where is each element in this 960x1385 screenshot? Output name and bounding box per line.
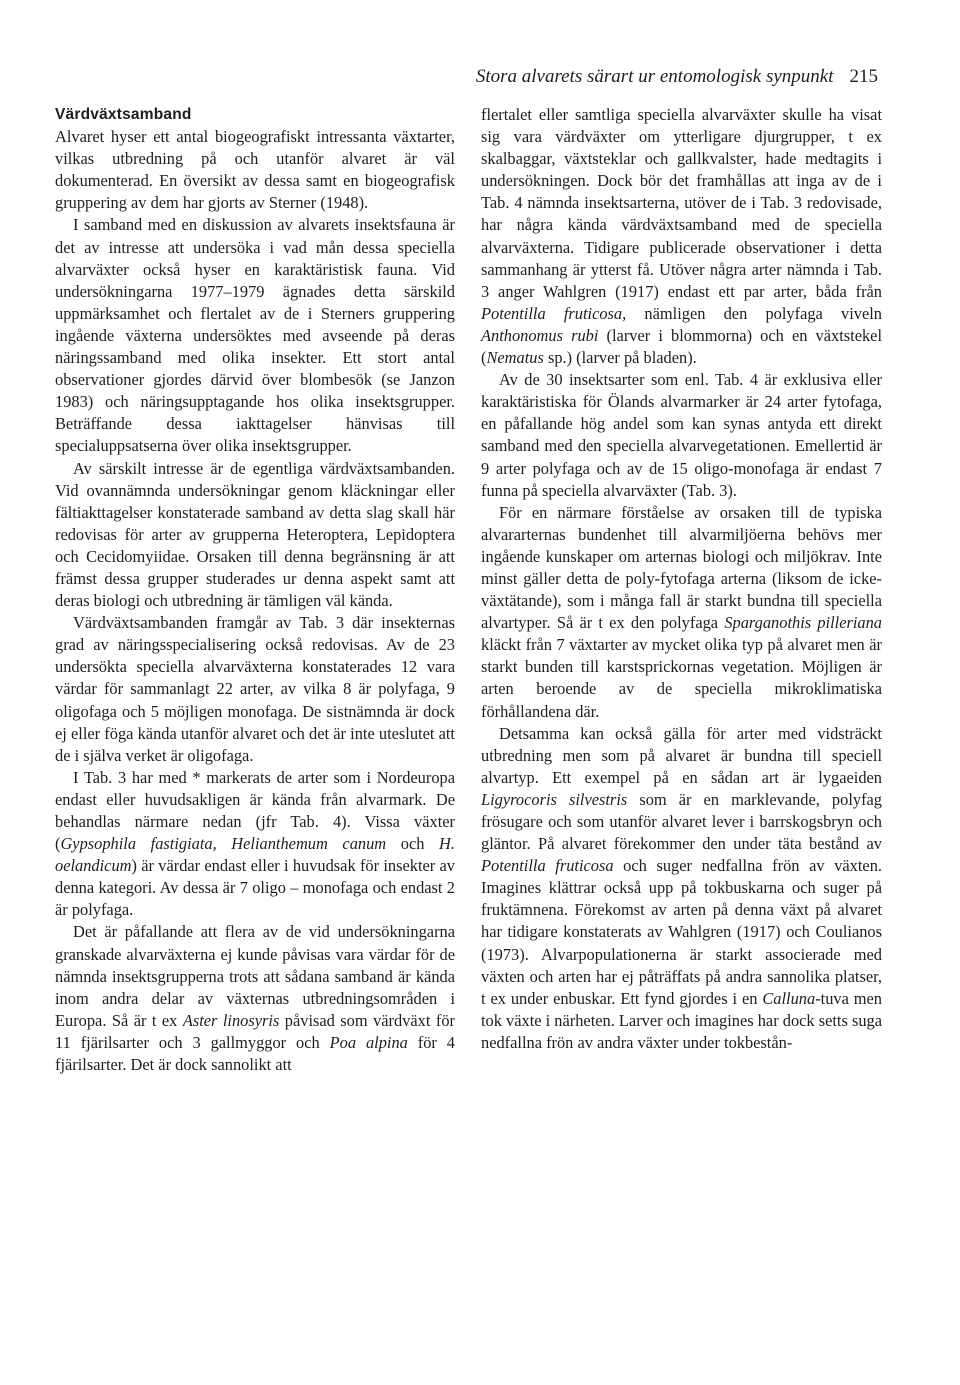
paragraph: Av de 30 insektsarter som enl. Tab. 4 är exklusiva eller karaktäristiska för Ölands alvarmarker är 24 arter fytofaga, en påfallande hög andel som kan synas antyda ett direkt samband med den speciella alvarvegetationen. Emellertid är 9 arter polyfaga och av de 15 oligo-monofaga är endast 7 funna på speciella alvarväxter (Tab. 3). [481, 370, 882, 500]
text-run: påvisad som värdväxt för 11 fjärilsarter och 3 gallmyggor och [55, 1010, 455, 1052]
text-run: kläckt från 7 växtarter av mycket olika typ på alvaret men är starkt bunden till karstsprickornas vegetation. Möjligen är arten beroende av de speciella mikroklimatiska förhållandena där. [481, 635, 882, 721]
text-run: Det är påfallande att flera av de vid undersökningarna granskade alvarväxterna ej kunde påvisas vara värdar för de nämnda insektsgrupperna trots att sådana samband är kända inom andra delar av växternas utbredningsområden i Europa. Så är t ex [55, 922, 455, 1030]
text-run: som är en marklevande, polyfag frösugare och som utanför alvaret lever i barrskogsbryn och gläntor. På alvaret förekommer den under täta bestånd av [481, 789, 882, 854]
species-name: Anthonomus rubi [481, 325, 599, 345]
paragraph [481, 502, 882, 723]
paragraph: Av särskilt intresse är de egentliga värdväxtsambanden. Vid ovannämnda undersökningar genom kläckningar eller fältiakttagelser konstaterade samband av detta slag skall här redovisas för arter av grupperna Heteroptera, Lepidoptera och Cecidomyiidae. Orsaken till denna begränsning är att främst dessa grupper studerades ur denna aspekt samt att deras biologi och utbredning är tämligen väl kända. [55, 458, 455, 611]
species-name: H. oelandicum [55, 834, 455, 876]
text-run: och suger nedfallna frön av växten. Imagines klättrar också upp på tokbuskarna och suger på fruktämnena. Förekomst av arten på denna växt på alvaret har tidigare konstaterats av Wahlgren (1917) och Coulianos (1973). Alvarpopulationerna är starkt associerade med växten och arten har ej påträffats på andra sannolika platser, t ex under enbuskar. Ett fynd gjordes i en [481, 856, 882, 1008]
text-run: för 4 fjärilsarter. Det är dock sannolikt att [55, 1032, 456, 1075]
paragraph: Alvaret hyser ett antal biogeografiskt intressanta växtarter, vilkas utbredning på och utanför alvaret är väl dokumenterad. En översikt av dessa samt en biogeografisk gruppering av dem har gjorts av Sterner (1948). [55, 127, 455, 213]
species-name: Gypsophila fastigiata, Helianthemum canum [60, 834, 387, 854]
species-name: Nematus [486, 348, 544, 368]
text-run: -tuva men tok växte i närheten. Larver och imagines har dock setts suga nedfallna frön av andra växter under tokbestån- [481, 988, 882, 1052]
paragraph: Värdväxtsambanden framgår av Tab. 3 där insekternas grad av näringsspecialisering också redovisas. Av de 23 undersökta speciella alvarväxterna konstaterades 12 vara värdar för sammanlagt 22 arter, av vilka 8 är polyfaga, 9 oligofaga och 5 möjligen monofaga. De sistnämnda är dock ej eller föga kända utanför alvaret och det är inte uteslutet att de i själva verket är oligofaga. [55, 613, 455, 765]
species-name: Poa alpina [329, 1032, 408, 1052]
right-column [481, 104, 882, 1054]
paragraph [55, 921, 455, 1076]
species-name: Sparganothis pilleriana [724, 613, 882, 633]
page-number: 215 [849, 66, 878, 87]
paragraph: I samband med en diskussion av alvarets insektsfauna är det av intresse att undersöka i vad mån dessa speciella alvarväxter också hyser en karaktäristisk fauna. Vid undersökningarna 1977–1979 ägnades detta särskild uppmärksamhet och flertalet av de i Sterners gruppering ingående växterna undersöktes med avseende på deras näringssamband med olika insekter. Ett stort antal observationer gjordes därvid över blombesök (se Janzon 1983) och näringsupptagande hos olika insektsgrupper. Beträffande dessa iakttagelser hänvisas till specialuppsatserna över olika insektsgrupper. [55, 215, 455, 456]
running-title: Stora alvarets särart ur entomologisk synpunkt [475, 66, 834, 87]
text-run: nämligen den polyfaga viveln [626, 303, 882, 323]
text-run: och [386, 834, 440, 854]
species-name: Potentilla fruticosa, [481, 303, 627, 323]
paragraph [481, 723, 882, 1054]
text-run: (larver i blommorna) och en växtstekel ( [481, 325, 882, 368]
paragraph [481, 104, 882, 369]
text-run: flertalet eller samtliga speciella alvarväxter skulle ha visat sig vara värdväxter om ytterligare djurgrupper, t ex skalbaggar, växtsteklar och gallkvalster, hade medtagits i undersökningen. Dock bör det framhållas att inga av de i Tab. 4 nämnda insektsarterna, utöver de i Tab. 3 redovisade, har några kända värdväxtsamband med de speciella alvarväxterna. Tidigare publicerade observationer i detta sammanhang är ytterst få. Utöver några arter nämnda i Tab. 3 anger Wahlgren (1917) endast ett par arter, båda från [481, 105, 882, 301]
section-heading: Värdväxtsamband [55, 106, 192, 123]
text-run: För en närmare förståelse av orsaken till de typiska alvararternas bundenhet till alvarmiljöerna behövs mer ingående kunskaper om arternas biologi och miljökrav. Inte minst gäller detta de poly-fytofaga arterna (liksom de icke-växtätande), som i många fall är starkt bundna till speciella alvartyper. Så är t ex den polyfaga [481, 502, 882, 633]
species-name: Ligyrocoris silvestris [481, 789, 628, 809]
text-run: Detsamma kan också gälla för arter med vidsträckt utbredning men som på alvaret är bundna till speciell alvartyp. Ett exempel på en sådan art är lygaeiden [481, 723, 882, 787]
species-name: Calluna [762, 988, 816, 1008]
text-run: I Tab. 3 har med * markerats de arter som i Nordeuropa endast eller huvudsakligen är kända från alvarmark. De behandlas närmare nedan (jfr Tab. 4). Vissa växter ( [55, 767, 455, 854]
species-name: Potentilla fruticosa [481, 856, 614, 876]
text-run: sp.) (larver på bladen). [543, 348, 697, 368]
paragraph [55, 767, 455, 922]
species-name: Aster linosyris [182, 1010, 280, 1030]
left-column [55, 104, 455, 1076]
running-head [476, 66, 878, 88]
text-run: ) är värdar endast eller i huvudsak för insekter av denna kategori. Av dessa är 7 oligo – monofaga och endast 2 är polyfaga. [55, 856, 455, 920]
